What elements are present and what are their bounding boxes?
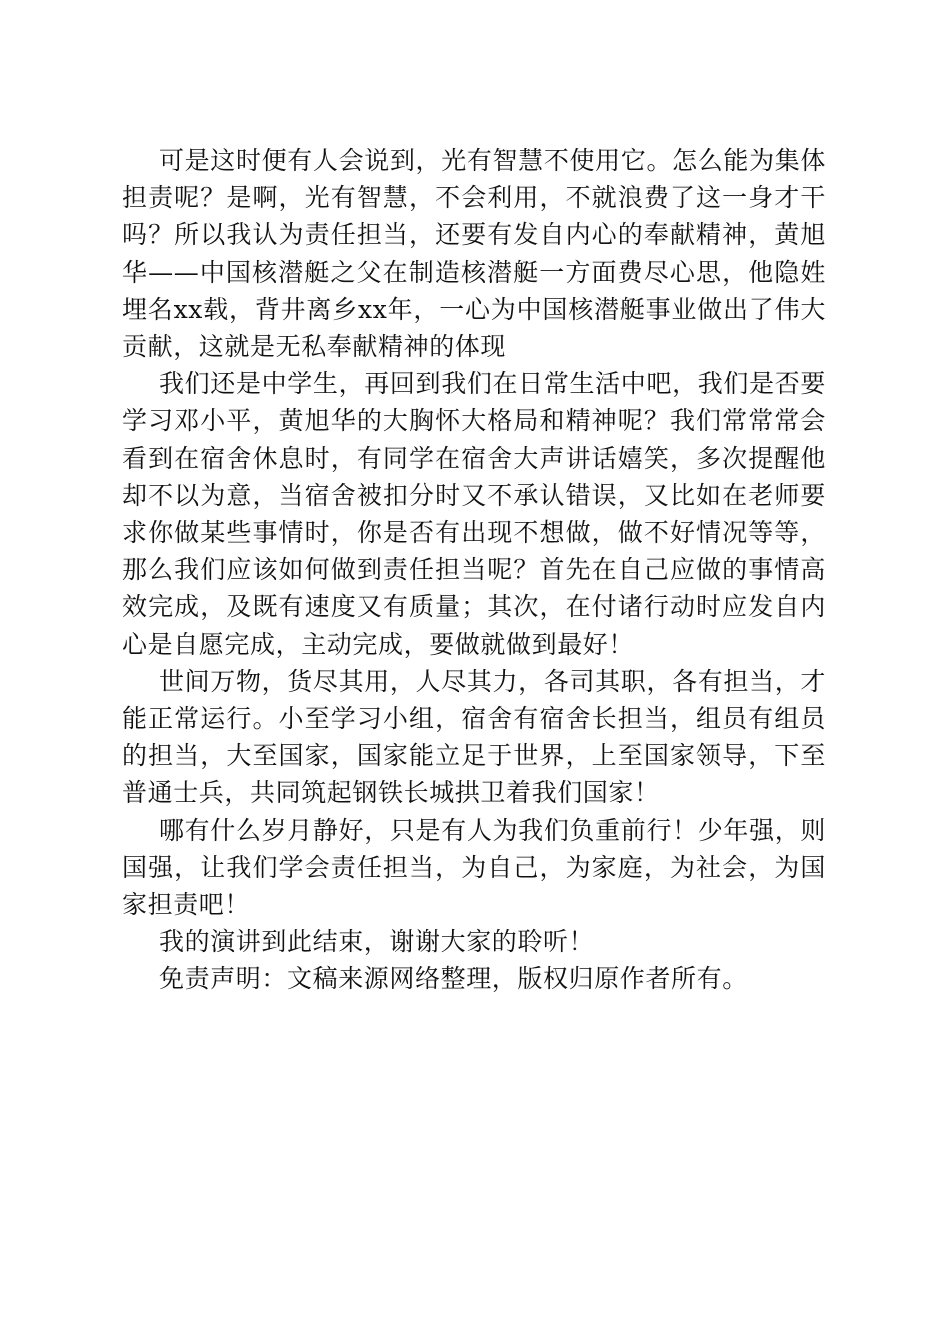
paragraph-everyone-has-role: 世间万物，货尽其用，人尽其力，各司其职，各有担当，才能正常运行。小至学习小组，宿舍有宿舍长担当，组员有组员的担当，大至国家，国家能立足于世界，上至国家领导，下至普通士兵，共同筑起钢铁长城拱卫着我们国家！ [122,666,826,808]
paragraph-responsibility-dedication: 可是这时便有人会说到，光有智慧不使用它。怎么能为集体担责呢？是啊，光有智慧，不会利用，不就浪费了这一身才干吗？所以我认为责任担当，还要有发自内心的奉献精神，黄旭华——中国核潜艇之父在制造核潜艇一方面费尽心思，他隐姓埋名xx载，背井离乡xx年，一心为中国核潜艇事业做出了伟大贡献，这就是无私奉献精神的体现 [122,146,826,362]
document-body [122,142,826,998]
paragraph-closing: 我的演讲到此结束，谢谢大家的聆听！ [159,927,595,957]
paragraph-call-to-action: 哪有什么岁月静好，只是有人为我们负重前行！少年强，则国强，让我们学会责任担当，为自己，为家庭，为社会，为国家担责吧！ [122,815,826,920]
disclaimer: 免责声明：文稿来源网络整理，版权归原作者所有。 [159,964,748,994]
paragraph-student-life: 我们还是中学生，再回到我们在日常生活中吧，我们是否要学习邓小平，黄旭华的大胸怀大格局和精神呢？我们常常常会看到在宿舍休息时，有同学在宿舍大声讲话嬉笑，多次提醒他却不以为意，当宿舍被扣分时又不承认错误，又比如在老师要求你做某些事情时，你是否有出现不想做，做不好情况等等，那么我们应该如何做到责任担当呢？首先在自己应做的事情高效完成，及既有速度又有质量；其次，在付诸行动时应发自内心是自愿完成，主动完成，要做就做到最好！ [122,369,826,659]
